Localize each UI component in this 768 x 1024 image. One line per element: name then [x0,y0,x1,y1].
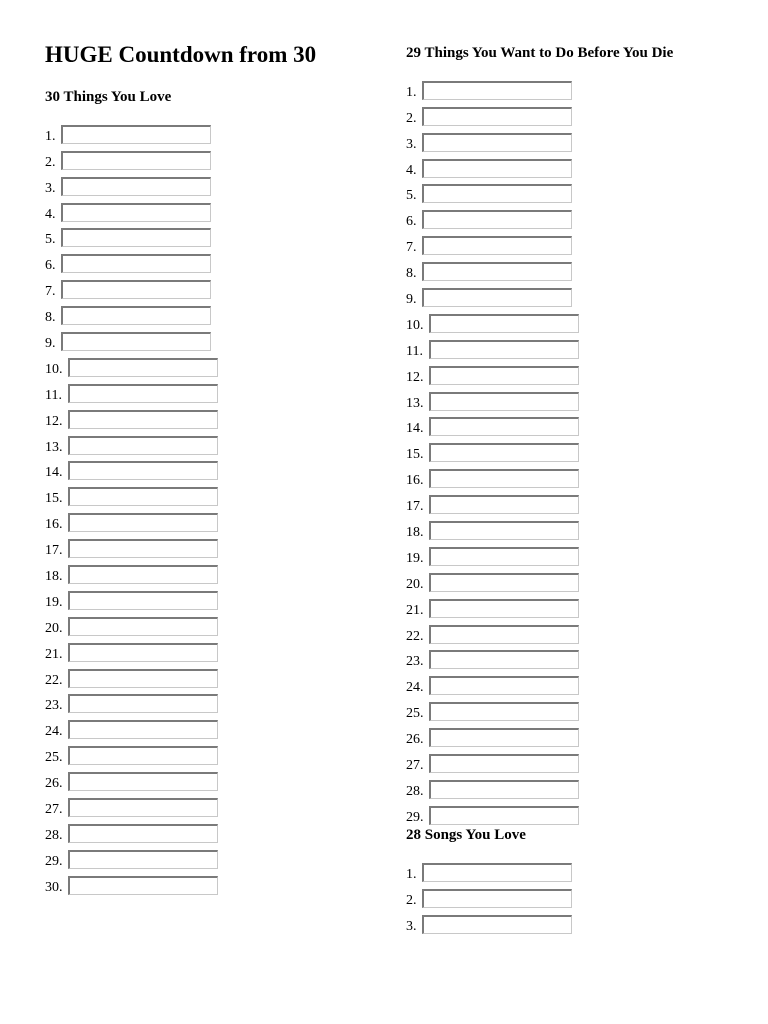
list-item [45,714,218,740]
answer-field[interactable] [68,746,218,765]
item-number: 10. [406,317,424,333]
list-item [406,515,579,541]
item-number: 11. [406,343,423,359]
item-number: 29. [406,809,424,825]
list-item [406,567,579,593]
item-number: 3. [45,180,56,196]
list-item [45,844,218,870]
list-item [406,489,579,515]
item-number: 23. [406,654,424,670]
answer-field[interactable] [429,547,579,566]
answer-field[interactable] [68,643,218,662]
list-item [406,619,579,645]
item-number: 1. [406,84,417,100]
item-number: 28. [406,783,424,799]
item-number: 22. [406,628,424,644]
item-number: 14. [45,465,63,481]
answer-field[interactable] [68,487,218,506]
answer-field[interactable] [61,151,211,170]
list-item [406,437,579,463]
answer-field[interactable] [68,694,218,713]
item-number: 17. [45,543,63,559]
item-number: 18. [406,525,424,541]
answer-field[interactable] [68,876,218,895]
answer-field[interactable] [422,863,572,882]
item-number: 13. [45,439,63,455]
answer-field[interactable] [61,306,211,325]
answer-field[interactable] [429,469,579,488]
answer-field[interactable] [422,236,572,255]
answer-field[interactable] [68,410,218,429]
item-number: 12. [45,413,63,429]
list-item [406,541,579,567]
item-number: 16. [406,473,424,489]
list-item [45,792,218,818]
list-item [406,857,572,883]
list-item [406,230,579,256]
list-item [45,300,218,326]
answer-field[interactable] [68,461,218,480]
answer-field[interactable] [429,625,579,644]
answer-field[interactable] [429,495,579,514]
item-number: 19. [45,594,63,610]
item-number: 11. [45,387,62,403]
list-item [406,774,579,800]
item-number: 9. [45,336,56,352]
list-item [45,352,218,378]
list-item [406,800,579,826]
item-number: 1. [406,866,417,882]
list-item [406,748,579,774]
answer-field[interactable] [68,384,218,403]
item-number: 25. [45,750,63,766]
answer-field[interactable] [68,539,218,558]
answer-field[interactable] [422,889,572,908]
list-item [45,637,218,663]
list-item [406,153,579,179]
list-item [45,456,218,482]
item-number: 24. [45,724,63,740]
list-item [45,248,218,274]
item-number: 17. [406,499,424,515]
item-number: 8. [45,310,56,326]
answer-field[interactable] [422,288,572,307]
list-item [45,766,218,792]
item-number: 30. [45,879,63,895]
answer-field[interactable] [61,125,211,144]
answer-field[interactable] [429,754,579,773]
item-number: 25. [406,706,424,722]
item-number: 10. [45,361,63,377]
list-item [406,645,579,671]
section-title-things-before-you-die: 29 Things You Want to Do Before You Die [406,45,674,61]
item-number: 3. [406,136,417,152]
list-item [45,663,218,689]
list-item [406,909,572,935]
answer-field[interactable] [68,513,218,532]
list-item [45,404,218,430]
answer-field[interactable] [422,81,572,100]
answer-field[interactable] [429,650,579,669]
answer-field[interactable] [61,280,211,299]
list-item [406,101,579,127]
answer-field[interactable] [429,366,579,385]
list-item [45,870,218,896]
item-number: 8. [406,266,417,282]
item-number: 23. [45,698,63,714]
item-number: 6. [406,214,417,230]
item-number: 28. [45,827,63,843]
answer-field[interactable] [68,720,218,739]
item-number: 5. [406,188,417,204]
list-item [45,585,218,611]
item-number: 26. [45,776,63,792]
item-number: 26. [406,732,424,748]
list-item [45,507,218,533]
answer-field[interactable] [422,262,572,281]
answer-field[interactable] [61,177,211,196]
section-title-songs-you-love: 28 Songs You Love [406,827,526,843]
things-before-you-die-list [406,75,579,826]
item-number: 2. [45,154,56,170]
item-number: 20. [406,576,424,592]
answer-field[interactable] [68,772,218,791]
item-number: 20. [45,620,63,636]
item-number: 5. [45,232,56,248]
list-item [406,463,579,489]
item-number: 4. [45,206,56,222]
list-item [406,256,579,282]
songs-you-love-list [406,857,572,935]
item-number: 21. [406,602,424,618]
list-item [406,386,579,412]
list-item [406,360,579,386]
list-item [406,696,579,722]
item-number: 1. [45,128,56,144]
answer-field[interactable] [61,203,211,222]
item-number: 24. [406,680,424,696]
answer-field[interactable] [429,806,579,825]
item-number: 22. [45,672,63,688]
answer-field[interactable] [429,417,579,436]
answer-field[interactable] [68,617,218,636]
list-item [45,223,218,249]
list-item [45,119,218,145]
list-item [406,670,579,696]
answer-field[interactable] [68,565,218,584]
list-item [45,611,218,637]
item-number: 7. [406,240,417,256]
item-number: 15. [406,447,424,463]
answer-field[interactable] [422,133,572,152]
item-number: 9. [406,292,417,308]
answer-field[interactable] [429,780,579,799]
answer-field[interactable] [68,824,218,843]
answer-field[interactable] [429,599,579,618]
section-title-things-you-love: 30 Things You Love [45,89,172,105]
answer-field[interactable] [68,669,218,688]
answer-field[interactable] [429,702,579,721]
list-item [45,171,218,197]
item-number: 4. [406,162,417,178]
list-item [406,722,579,748]
answer-field[interactable] [68,798,218,817]
item-number: 2. [406,110,417,126]
answer-field[interactable] [68,436,218,455]
answer-field[interactable] [61,332,211,351]
things-you-love-list [45,119,218,896]
list-item [45,559,218,585]
list-item [406,334,579,360]
item-number: 27. [406,758,424,774]
answer-field[interactable] [429,573,579,592]
answer-field[interactable] [422,915,572,934]
answer-field[interactable] [429,314,579,333]
answer-field[interactable] [429,521,579,540]
answer-field[interactable] [429,443,579,462]
list-item [406,75,579,101]
list-item [45,326,218,352]
item-number: 19. [406,550,424,566]
list-item [45,197,218,223]
answer-field[interactable] [68,591,218,610]
answer-field[interactable] [68,850,218,869]
list-item [406,308,579,334]
answer-field[interactable] [429,392,579,411]
list-item [45,481,218,507]
list-item [406,593,579,619]
item-number: 27. [45,802,63,818]
list-item [406,412,579,438]
list-item [406,204,579,230]
list-item [45,533,218,559]
answer-field[interactable] [61,228,211,247]
answer-field[interactable] [429,728,579,747]
item-number: 7. [45,284,56,300]
item-number: 2. [406,892,417,908]
list-item [45,378,218,404]
answer-field[interactable] [422,210,572,229]
item-number: 3. [406,918,417,934]
item-number: 14. [406,421,424,437]
item-number: 12. [406,369,424,385]
list-item [406,127,579,153]
list-item [406,179,579,205]
item-number: 21. [45,646,63,662]
answer-field[interactable] [68,358,218,377]
list-item [45,274,218,300]
answer-field[interactable] [429,340,579,359]
answer-field[interactable] [61,254,211,273]
list-item [45,689,218,715]
list-item [45,430,218,456]
item-number: 16. [45,517,63,533]
list-item [45,740,218,766]
answer-field[interactable] [422,107,572,126]
answer-field[interactable] [422,159,572,178]
item-number: 6. [45,258,56,274]
answer-field[interactable] [422,184,572,203]
answer-field[interactable] [429,676,579,695]
item-number: 29. [45,853,63,869]
item-number: 15. [45,491,63,507]
item-number: 18. [45,569,63,585]
list-item [406,883,572,909]
list-item [45,818,218,844]
item-number: 13. [406,395,424,411]
list-item [406,282,579,308]
page-title: HUGE Countdown from 30 [45,42,317,67]
list-item [45,145,218,171]
